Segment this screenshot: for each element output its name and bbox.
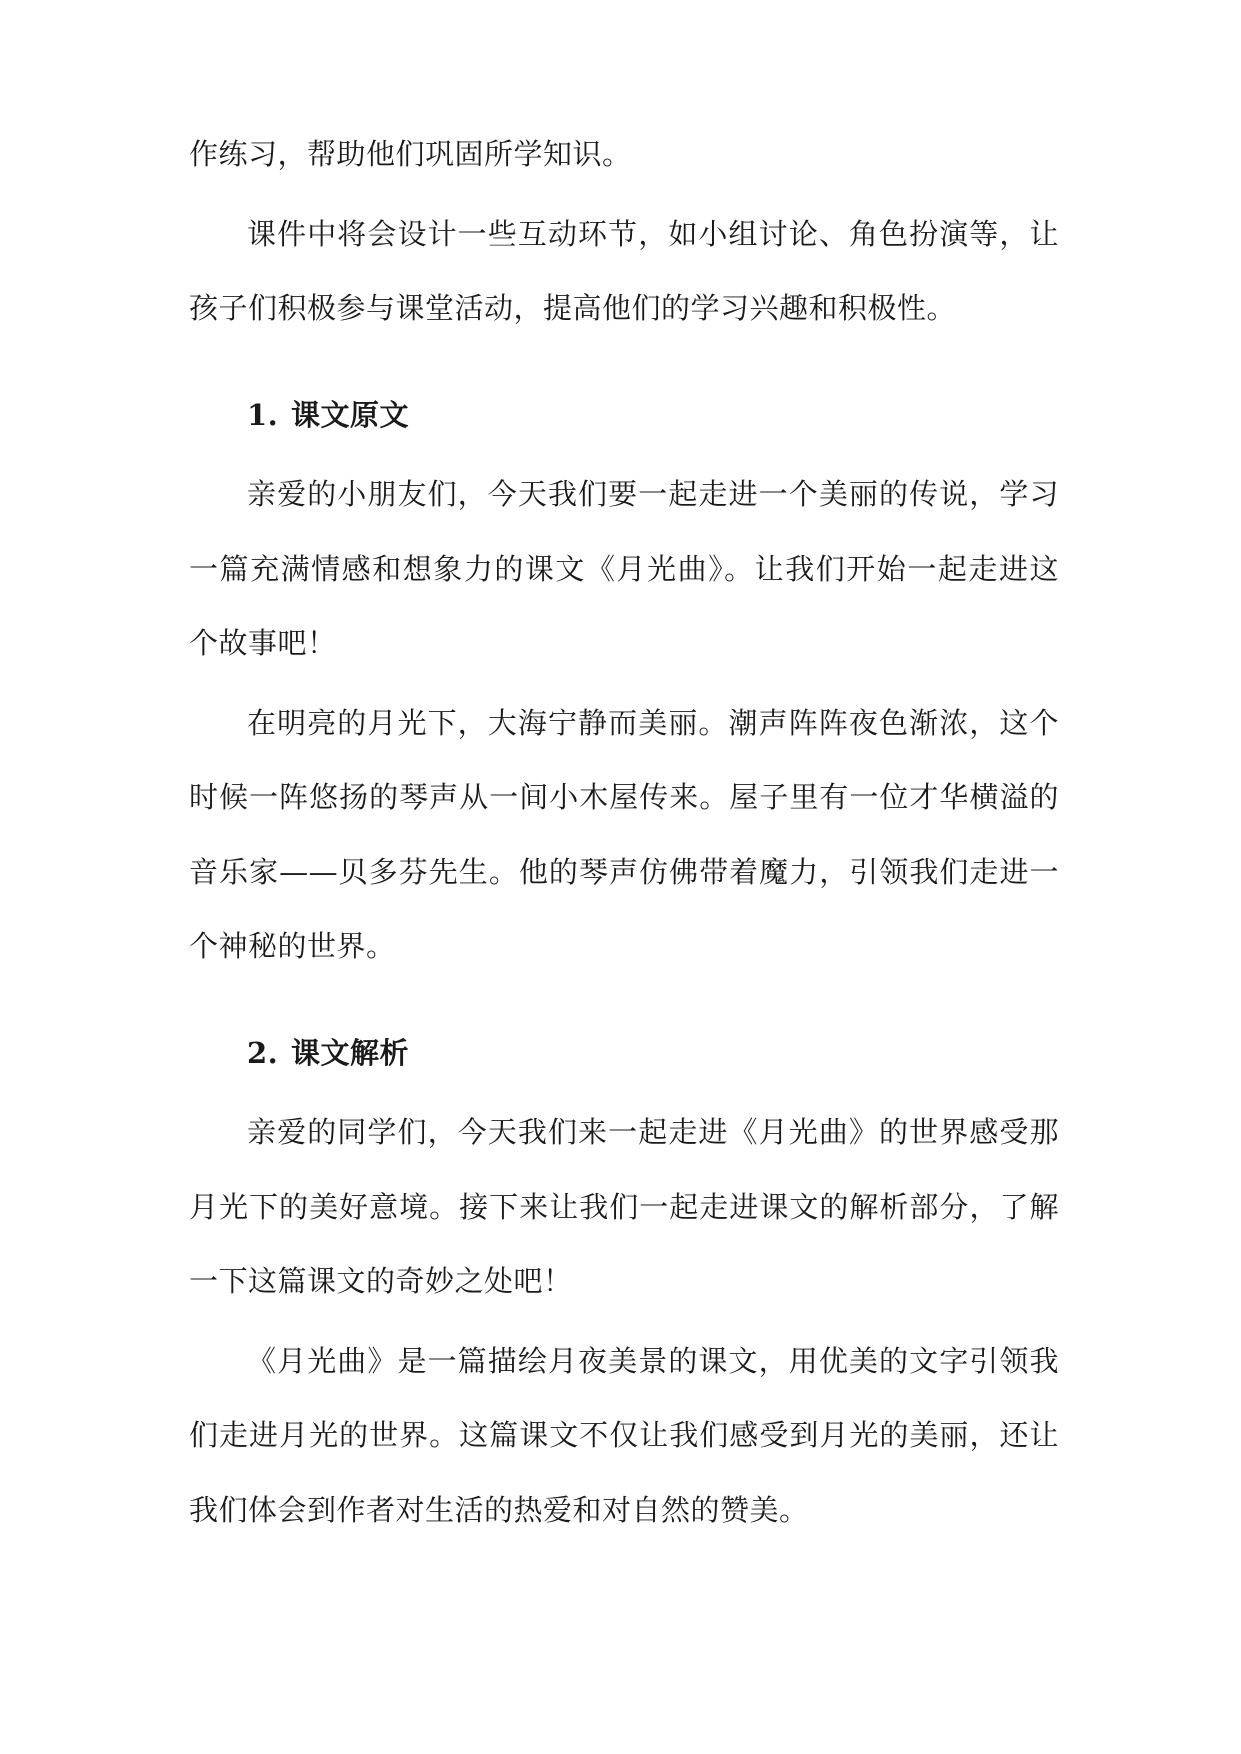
section-title: 课文解析 (291, 1035, 410, 1070)
document-body (189, 0, 1059, 1547)
section-title: 课文原文 (291, 397, 410, 432)
section-heading-2 (189, 1016, 1059, 1091)
paragraph-interactive-activities: 课件中将会设计一些互动环节，如小组讨论、角色扮演等，让孩子们积极参与课堂活动，提高他们的学习兴趣和积极性。 (189, 216, 1059, 325)
section-number: 2. (247, 1035, 279, 1070)
paragraph-analysis-body: 《月光曲》是一篇描绘月夜美景的课文，用优美的文字引领我们走进月光的世界。这篇课文不仅让我们感受到月光的美丽，还让我们体会到作者对生活的热爱和对自然的赞美。 (189, 1343, 1059, 1527)
paragraph-intro: 亲爱的小朋友们，今天我们要一起走进一个美丽的传说，学习一篇充满情感和想象力的课文《月光曲》。让我们开始一起走进这个故事吧！ (189, 477, 1059, 660)
section-number: 1. (247, 397, 279, 432)
paragraph-continued: 作练习，帮助他们巩固所学知识。 (189, 137, 632, 171)
paragraph-analysis-intro: 亲爱的同学们，今天我们来一起走进《月光曲》的世界感受那月光下的美好意境。接下来让我们一起走进课文的解析部分，了解一下这篇课文的奇妙之处吧！ (189, 1115, 1059, 1298)
section-heading-1 (189, 378, 1059, 453)
paragraph-story: 在明亮的月光下，大海宁静而美丽。潮声阵阵夜色渐浓，这个时候一阵悠扬的琴声从一间小木屋传来。屋子里有一位才华横溢的音乐家——贝多芬先生。他的琴声仿佛带着魔力，引领我们走进一个神秘的世界。 (189, 705, 1059, 963)
